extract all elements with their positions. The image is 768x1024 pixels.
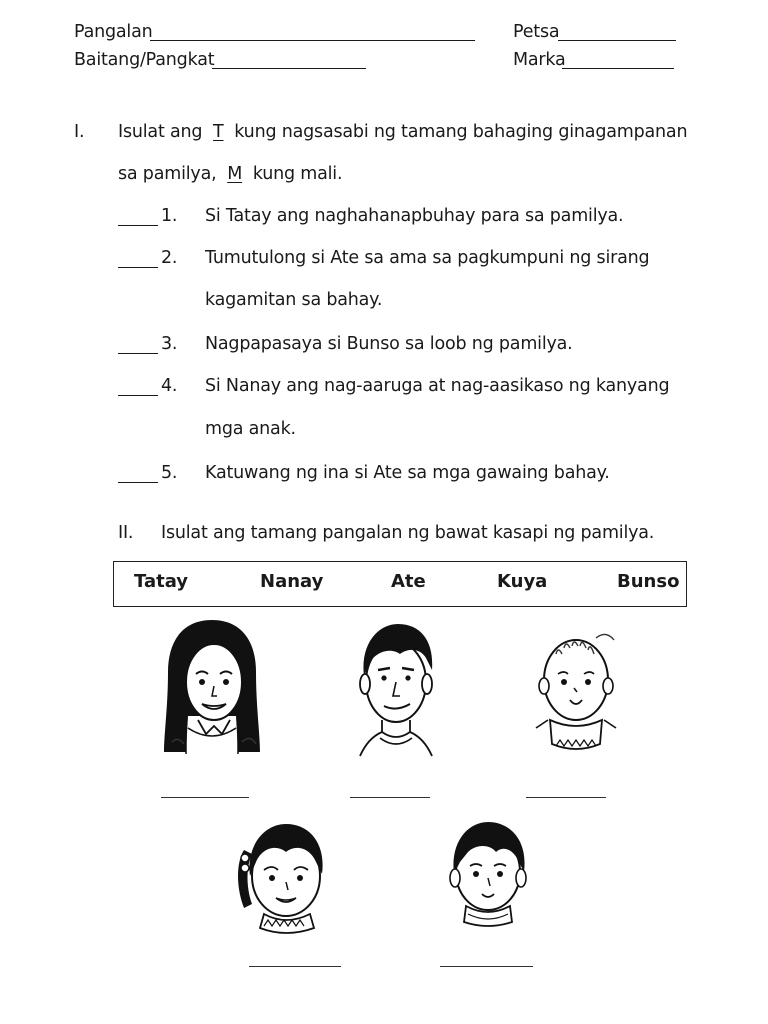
- boy-face-illustration: [446, 818, 530, 930]
- answer-blank-2[interactable]: [118, 267, 158, 268]
- part1-instruction-line2: [118, 164, 342, 184]
- father-face-illustration: [354, 618, 438, 758]
- item-text: Katuwang ng ina si Ate sa mga gawaing bahay.: [205, 463, 610, 483]
- answer-blank-5[interactable]: [118, 482, 158, 483]
- letter-t: T: [213, 122, 224, 142]
- part2-instruction: Isulat ang tamang pangalan ng bawat kasapi ng pamilya.: [161, 523, 655, 543]
- word-bank-item: Ate: [391, 571, 426, 592]
- word-bank-item: Bunso: [617, 571, 680, 592]
- name-label: Pangalan: [74, 22, 153, 42]
- answer-blank-1[interactable]: [118, 225, 158, 226]
- grade-field[interactable]: [212, 68, 366, 69]
- baby-face-illustration: [534, 628, 618, 756]
- letter-m: M: [227, 164, 243, 184]
- word-bank-item: Kuya: [497, 571, 548, 592]
- name-answer-line[interactable]: [526, 797, 606, 798]
- instruction-text-b: kung nagsasabi ng tamang bahaging ginagampanan: [234, 122, 688, 142]
- date-field[interactable]: [558, 40, 676, 41]
- girl-face-illustration: [234, 818, 330, 940]
- item-text: Nagpapasaya si Bunso sa loob ng pamilya.: [205, 334, 573, 354]
- item-text-cont: kagamitan sa bahay.: [205, 290, 383, 310]
- word-bank-item: Nanay: [260, 571, 324, 592]
- answer-blank-3[interactable]: [118, 353, 158, 354]
- name-answer-line[interactable]: [161, 797, 249, 798]
- answer-blank-4[interactable]: [118, 395, 158, 396]
- item-number: 3.: [161, 334, 178, 354]
- part1-numeral: I.: [74, 122, 85, 142]
- item-number: 2.: [161, 248, 178, 268]
- instruction-text-c: sa pamilya,: [118, 164, 217, 184]
- name-field[interactable]: [150, 40, 475, 41]
- score-label: Marka: [513, 50, 566, 70]
- name-answer-line[interactable]: [249, 966, 341, 967]
- word-bank-box: [113, 561, 687, 607]
- item-number: 5.: [161, 463, 178, 483]
- name-answer-line[interactable]: [350, 797, 430, 798]
- date-label: Petsa: [513, 22, 560, 42]
- word-bank-item: Tatay: [134, 571, 189, 592]
- item-number: 1.: [161, 206, 178, 226]
- grade-label: Baitang/Pangkat: [74, 50, 215, 70]
- instruction-text-a: Isulat ang: [118, 122, 203, 142]
- instruction-text-d: kung mali.: [252, 164, 343, 184]
- item-text: Si Tatay ang naghahanapbuhay para sa pamilya.: [205, 206, 624, 226]
- item-text-cont: mga anak.: [205, 419, 296, 439]
- score-field[interactable]: [562, 68, 674, 69]
- item-number: 4.: [161, 376, 178, 396]
- part1-instruction: [118, 122, 687, 142]
- item-text: Si Nanay ang nag-aaruga at nag-aasikaso ng kanyang: [205, 376, 670, 396]
- mother-face-illustration: [162, 616, 262, 758]
- item-text: Tumutulong si Ate sa ama sa pagkumpuni ng sirang: [205, 248, 650, 268]
- part2-numeral: II.: [118, 523, 134, 543]
- name-answer-line[interactable]: [440, 966, 533, 967]
